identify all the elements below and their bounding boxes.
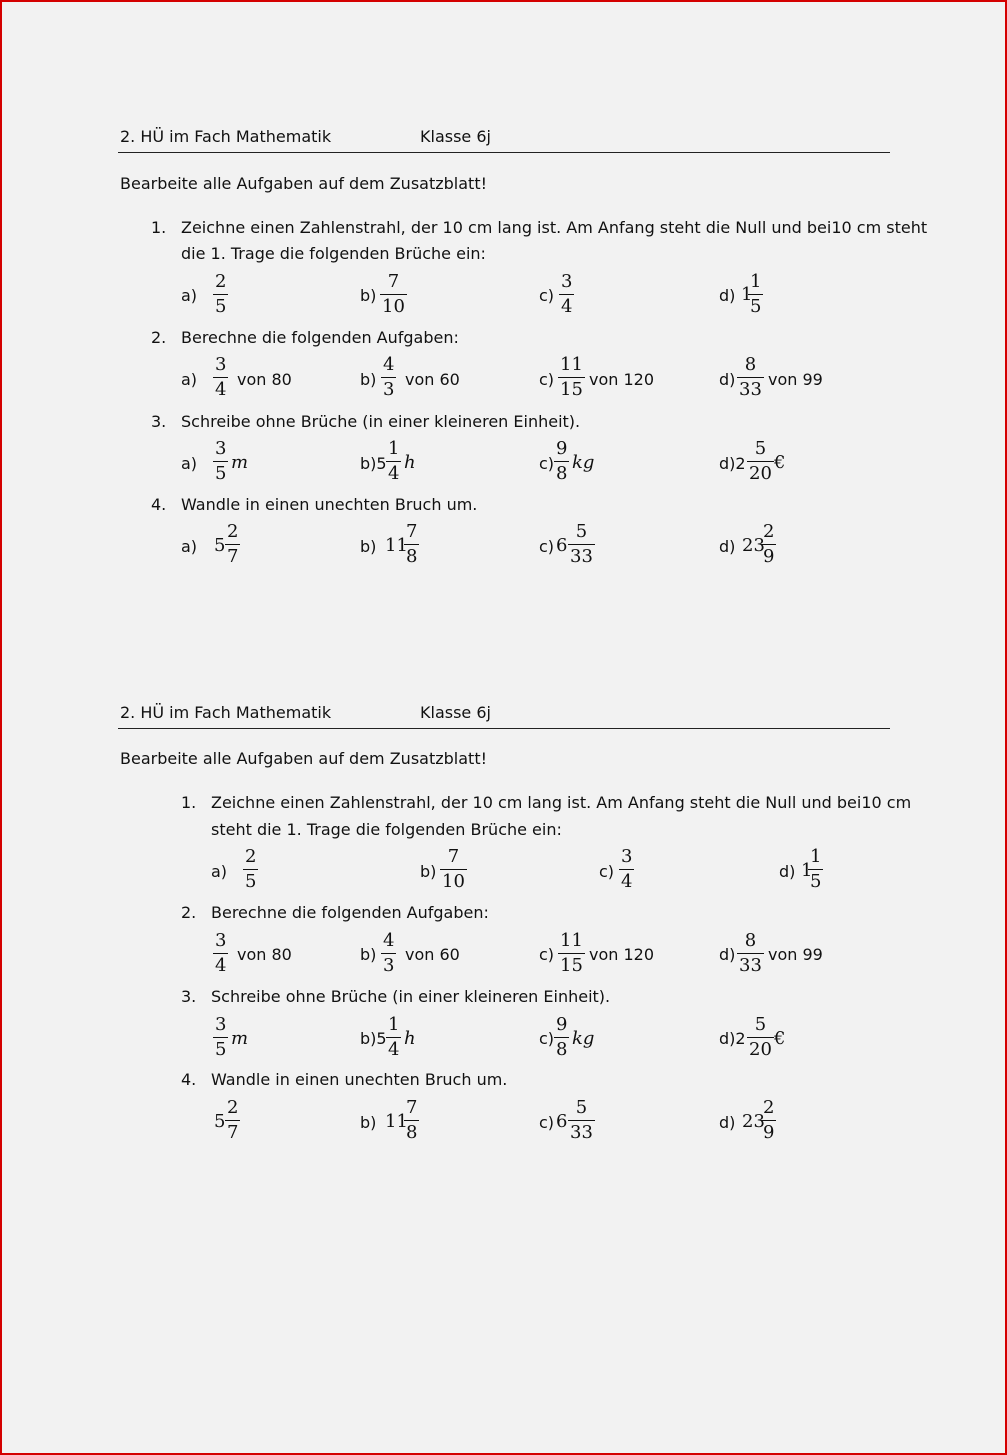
label-c: c) — [539, 537, 555, 556]
whole-1: 1 — [801, 860, 813, 881]
whole-1: 1 — [741, 284, 753, 305]
label-a: a) — [181, 370, 198, 389]
von-120: von 120 — [589, 370, 655, 389]
task-1-number: 1. — [151, 218, 167, 237]
fraction-3-4: 3 4 — [621, 846, 633, 892]
label-d: d) — [719, 537, 736, 556]
label-b: b) — [360, 945, 377, 964]
label-b5: b)5 — [360, 1029, 387, 1048]
header-rule — [118, 152, 890, 153]
fraction-7-10: 7 10 — [442, 846, 465, 892]
unit-m: m — [231, 1028, 249, 1049]
von-80: von 80 — [237, 370, 292, 389]
fraction-3-5: 3 5 — [215, 1014, 227, 1060]
label-c: c) — [539, 370, 555, 389]
unit-kg: kg — [572, 452, 595, 473]
von-99: von 99 — [768, 945, 823, 964]
label-b: b) — [420, 862, 437, 881]
label-b: b) — [360, 370, 377, 389]
label-a: a) — [181, 537, 198, 556]
whole-6: 6 — [556, 535, 568, 556]
label-b: b) — [360, 537, 377, 556]
fraction-1-5: 1 5 — [810, 846, 822, 892]
fraction-1-4: 1 4 — [388, 438, 400, 484]
label-c: c) — [539, 286, 555, 305]
von-120: von 120 — [589, 945, 655, 964]
header-subject: 2. HÜ im Fach Mathematik — [120, 703, 332, 722]
whole-11: 11 — [385, 535, 408, 556]
task-4-number: 4. — [151, 495, 167, 514]
intro-text: Bearbeite alle Aufgaben auf dem Zusatzblatt! — [120, 749, 487, 768]
fraction-3-5: 3 5 — [215, 438, 227, 484]
whole-5: 5 — [214, 535, 226, 556]
label-c: c) — [539, 1029, 555, 1048]
task-4-text: Wandle in einen unechten Bruch um. — [211, 1070, 508, 1089]
fraction-7-10: 7 10 — [382, 271, 405, 317]
task-1-text: Zeichne einen Zahlenstrahl, der 10 cm lang ist. Am Anfang steht die Null und bei10 cm steht — [181, 218, 928, 237]
fraction-4-3: 4 3 — [383, 354, 395, 400]
label-d: d) — [719, 945, 736, 964]
fraction-7-8: 7 8 — [406, 1097, 418, 1143]
label-a: a) — [211, 862, 228, 881]
fraction-3-4: 3 4 — [215, 354, 227, 400]
fraction-8-33: 8 33 — [739, 354, 762, 400]
label-a: a) — [181, 286, 198, 305]
fraction-9-8: 9 8 — [556, 1014, 568, 1060]
task-2-text: Berechne die folgenden Aufgaben: — [211, 903, 489, 922]
label-d: d) — [719, 286, 736, 305]
label-c: c) — [539, 945, 555, 964]
von-60: von 60 — [405, 370, 460, 389]
task-1-text: Zeichne einen Zahlenstrahl, der 10 cm lang ist. Am Anfang steht die Null und bei10 cm — [211, 793, 912, 812]
fraction-3-4: 3 4 — [561, 271, 573, 317]
label-c: c) — [539, 454, 555, 473]
label-c: c) — [539, 1113, 555, 1132]
whole-23: 23 — [742, 1111, 765, 1132]
unit-h: h — [404, 452, 416, 473]
header-class: Klasse 6j — [420, 703, 491, 722]
header-subject: 2. HÜ im Fach Mathematik — [120, 127, 332, 146]
fraction-7-8: 7 8 — [406, 521, 418, 567]
fraction-5-20: 5 20 — [749, 1014, 772, 1060]
task-3-text: Schreibe ohne Brüche (in einer kleineren Einheit). — [211, 987, 611, 1006]
label-d: d) — [719, 1113, 736, 1132]
unit-euro: € — [774, 452, 786, 473]
whole-5: 5 — [214, 1111, 226, 1132]
intro-text: Bearbeite alle Aufgaben auf dem Zusatzblatt! — [120, 174, 487, 193]
task-1-number: 1. — [181, 793, 197, 812]
task-3-number: 3. — [151, 412, 167, 431]
unit-kg: kg — [572, 1028, 595, 1049]
task-3-number: 3. — [181, 987, 197, 1006]
whole-23: 23 — [742, 535, 765, 556]
task-1-text-cont: steht die 1. Trage die folgenden Brüche ein: — [211, 820, 562, 839]
header-rule — [118, 728, 890, 729]
unit-m: m — [231, 452, 249, 473]
fraction-9-8: 9 8 — [556, 438, 568, 484]
task-2-text: Berechne die folgenden Aufgaben: — [181, 328, 459, 347]
fraction-2-7: 2 7 — [227, 521, 239, 567]
label-d: d) — [779, 862, 796, 881]
unit-euro: € — [774, 1028, 786, 1049]
label-b: b) — [360, 1113, 377, 1132]
fraction-11-15: 11 15 — [560, 930, 583, 976]
fraction-1-4: 1 4 — [388, 1014, 400, 1060]
fraction-4-3: 4 3 — [383, 930, 395, 976]
fraction-2-5: 2 5 — [245, 846, 257, 892]
fraction-5-20: 5 20 — [749, 438, 772, 484]
fraction-2-7: 2 7 — [227, 1097, 239, 1143]
task-2-number: 2. — [151, 328, 167, 347]
task-2-number: 2. — [181, 903, 197, 922]
fraction-2-9: 2 9 — [763, 1097, 775, 1143]
von-60: von 60 — [405, 945, 460, 964]
label-a: a) — [181, 454, 198, 473]
unit-h: h — [404, 1028, 416, 1049]
whole-6: 6 — [556, 1111, 568, 1132]
header-class: Klasse 6j — [420, 127, 491, 146]
whole-11: 11 — [385, 1111, 408, 1132]
von-80: von 80 — [237, 945, 292, 964]
fraction-8-33: 8 33 — [739, 930, 762, 976]
task-1-text-cont: die 1. Trage die folgenden Brüche ein: — [181, 244, 486, 263]
label-b5: b)5 — [360, 454, 387, 473]
fraction-1-5: 1 5 — [750, 271, 762, 317]
fraction-2-9: 2 9 — [763, 521, 775, 567]
fraction-3-4: 3 4 — [215, 930, 227, 976]
task-4-text: Wandle in einen unechten Bruch um. — [181, 495, 478, 514]
task-3-text: Schreibe ohne Brüche (in einer kleineren Einheit). — [181, 412, 581, 431]
label-d2: d)2 — [719, 1029, 746, 1048]
fraction-5-33: 5 33 — [570, 1097, 593, 1143]
label-d2: d)2 — [719, 454, 746, 473]
label-c: c) — [599, 862, 615, 881]
fraction-5-33: 5 33 — [570, 521, 593, 567]
fraction-2-5: 2 5 — [215, 271, 227, 317]
von-99: von 99 — [768, 370, 823, 389]
task-4-number: 4. — [181, 1070, 197, 1089]
label-b: b) — [360, 286, 377, 305]
label-d: d) — [719, 370, 736, 389]
fraction-11-15: 11 15 — [560, 354, 583, 400]
